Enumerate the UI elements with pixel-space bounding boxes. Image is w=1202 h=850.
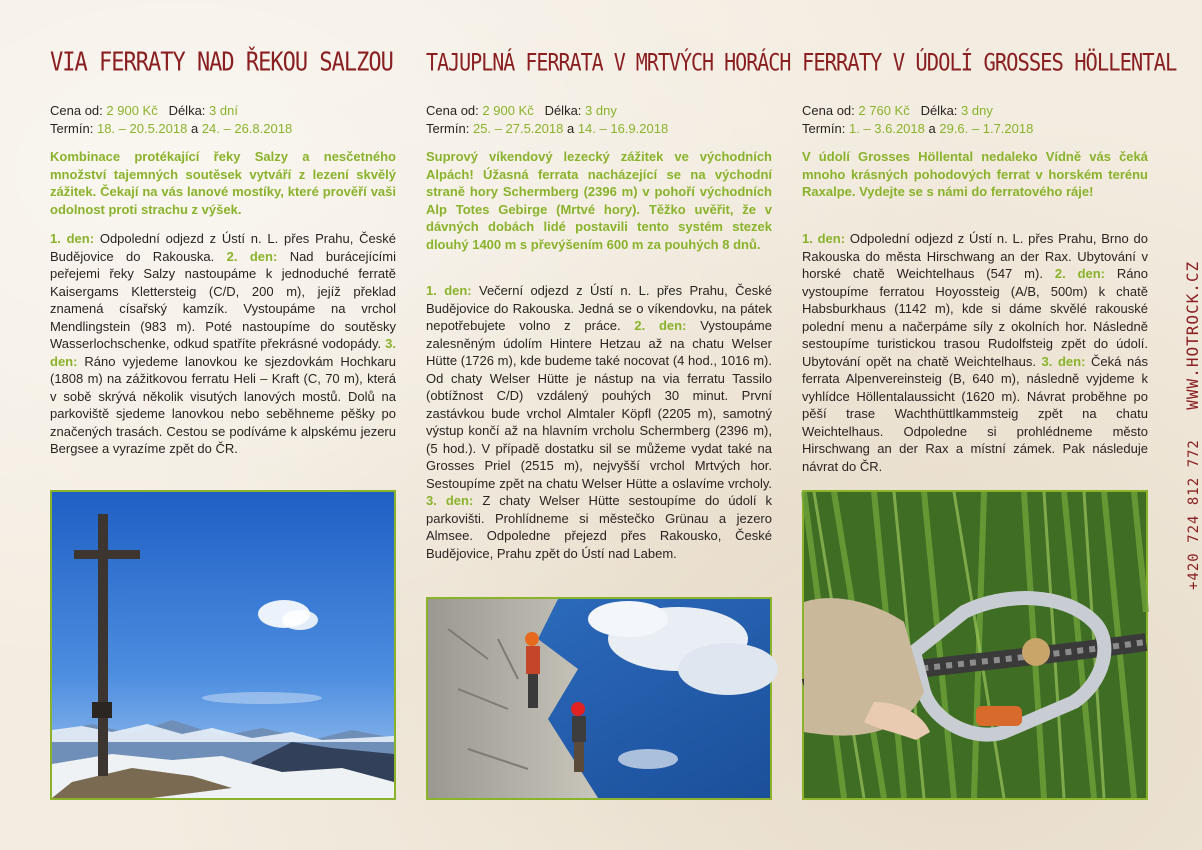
- term-date-2: 24. – 26.8.2018: [201, 121, 293, 136]
- price-label: Cena od:: [50, 103, 103, 118]
- price-value: 2 900 Kč: [106, 103, 158, 118]
- price-value: 2 900 Kč: [482, 103, 534, 118]
- term-and: a: [190, 121, 199, 136]
- day-2-label: 2. den:: [1054, 266, 1106, 281]
- trip-lead: Kombinace protékající řeky Salzy a nesčetného množství tajemných soutěsek vytváří z lezení skvělý zážitek. Čekají na vás lanové mostíky, které prověří vaši odolnost proti strachu z výšek.: [50, 149, 396, 217]
- day-3-label: 3. den:: [426, 493, 474, 508]
- day-3-text: Z chaty Welser Hütte sestoupíme do údolí k parkovišti. Prohlídneme si městečko Grünau a jezero Almsee. Odpoledne přejezd přes Rakousko, České Budějovice, Prahu zpět do Ústí nad Labem.: [426, 493, 772, 561]
- trip-itinerary: [426, 282, 772, 562]
- term-date-2: 29.6. – 1.7.2018: [939, 121, 1034, 136]
- length-value: 3 dní: [209, 103, 238, 118]
- summit-cross-illustration: [52, 492, 394, 798]
- day-2-label: 2. den:: [226, 248, 278, 264]
- term-label: Termín:: [50, 121, 94, 136]
- day-1-label: 1. den:: [426, 283, 472, 298]
- day-3-label: 3. den:: [1041, 353, 1086, 369]
- climbers-illustration: [428, 599, 770, 798]
- term-label: Termín:: [426, 121, 470, 136]
- term-date-1: 25. – 27.5.2018: [472, 121, 564, 136]
- price-label: Cena od:: [426, 103, 479, 118]
- trip-title: TAJUPLNÁ FERRATA V MRTVÝCH HORÁCH: [426, 48, 791, 77]
- photo-summit-cross: [50, 490, 396, 800]
- day-1-label: 1. den:: [802, 231, 846, 246]
- length-label: Délka:: [920, 103, 958, 118]
- day-1-label: 1. den:: [50, 231, 95, 246]
- price-label: Cena od:: [802, 103, 855, 118]
- term-date-1: 1. – 3.6.2018: [848, 121, 925, 136]
- day-2-text: Nad burácejícími peřejemi řeky Salzy nastoupáme k jednoduché ferratě Kaisergams Klettersteig (C/D, 200 m), jejíž překlad znamená císařský kamzík. Vystoupáme na vrchol Mendlingstein (983 m). Poté nastoupíme do soutěsky Wasserlochschenke, odkud spatříte překrásné vodopády.: [50, 248, 396, 351]
- day-1-text: Odpolední odjezd z Ústí n. L. přes Prahu, České Budějovice do Rakouska.: [50, 231, 396, 264]
- phone-number: +420 724 812 772: [1186, 439, 1202, 590]
- length-value: 3 dny: [961, 103, 993, 118]
- website-link[interactable]: WWW.HOTROCK.CZ: [1183, 260, 1202, 410]
- day-1-text: Odpolední odjezd z Ústí n. L. přes Prahu, Brno do Rakouska do města Hirschwang an der Rax. Ubytování v horské chatě Weichtelhaus (547 m).: [802, 231, 1148, 281]
- day-1-text: Večerní odjezd z Ústí n. L. přes Prahu, České Budějovice do Rakouska. Jedná se o víkendovku, na pátek nepotřebujete volno z práce.: [426, 283, 772, 333]
- trip-itinerary: [50, 230, 396, 458]
- day-3-text: Čeká nás ferrata Alpenvereinsteig (B, 640 m), následně vyjdeme k vyhlídce Höllentalaussicht (1620 m). Návrat proběhne po pěší trase Wachthüttlkammsteig zpět na chatu Weichtelhaus. Odpoledne si prohlédneme město Hirschwang an der Rax a místní zámek. Pak následuje návrat do ČR.: [802, 353, 1148, 474]
- carabiner-illustration: [804, 492, 1146, 798]
- day-2-text: Vystoupáme zalesněným údolím Hintere Hetzau až na chatu Welser Hütte (1726 m), kde budeme také nocovat (4 hod., 1016 m). Od chaty Welser Hütte je nástup na via ferratu Tassilo (obtížnost C/D) vzdálený pouhých 30 minut. První zastávkou bude vrchol Almtaler Köpfl (2205 m), samotný výstup končí až na hlavním vrcholu Schermberg (2396 m), (5 hod.). V případě dostatku sil se můžeme vydat také na Grosses Priel (2515 m), nejvyšší vrchol Mrtvých hor. Sestoupíme zpět na chatu Welser Hütte a oslavíme vrcholy.: [426, 318, 772, 491]
- trip-itinerary: [802, 230, 1148, 475]
- term-and: a: [566, 121, 575, 136]
- day-2-label: 2. den:: [634, 318, 687, 333]
- day-3-text: Ráno vyjedeme lanovkou ke sjezdovkám Hochkaru (1808 m) na zážitkovou ferratu Heli – Kraft (C, 70 m), která v sobě skrývá několik visutých lanových mostů. Dolů na parkoviště sjedeme lanovkou nebo seběhneme pěšky po značených trasách. Cestou se podíváme k alpskému jezeru Bergsee a vyrazíme zpět do ČR.: [50, 353, 396, 456]
- photo-carabiner: [802, 490, 1148, 800]
- trip-lead: V údolí Grosses Höllental nedaleko Vídně vás čeká mnoho krásných pohodových ferrat v horském terénu Raxalpe. Vydejte se s námi do ferratového ráje!: [802, 149, 1148, 199]
- term-and: a: [928, 121, 936, 136]
- trip-title: VIA FERRATY NAD ŘEKOU SALZOU: [50, 48, 393, 78]
- trip-title: FERRATY V ÚDOLÍ GROSSES HÖLLENTAL: [802, 48, 1177, 77]
- trip-meta: [50, 102, 396, 138]
- trip-lead: Suprový víkendový lezecký zážitek ve východních Alpách! Úžasná ferrata nacházející se na východní straně hory Schermberg (2396 m) v pohoří východních Alp Totes Gebirge (Mrtvé hory). Těžko uvěřit, že v dávných dobách lidé postavili tento systém stezek dlouhý 1400 m s převýšením 600 m za pouhých 8 dnů.: [426, 149, 772, 252]
- term-date-2: 14. – 16.9.2018: [577, 121, 669, 136]
- term-date-1: 18. – 20.5.2018: [96, 121, 188, 136]
- length-label: Délka:: [544, 103, 582, 118]
- day-2-text: Ráno vystoupíme ferratou Hoyossteig (A/B, 500m) k chatě Habsburkhaus (1142 m), kde si dáme skvělé rakouské polední menu a načerpáme síly z okolních hor. Následně sestoupíme turistickou trasou Rudolfsteig zpět do údolí. Ubytování opět na chatě Weichtelhaus.: [802, 266, 1148, 369]
- price-value: 2 760 Kč: [858, 103, 910, 118]
- length-value: 3 dny: [585, 103, 617, 118]
- length-label: Délka:: [168, 103, 206, 118]
- day-3-label: 3. den:: [50, 336, 396, 369]
- trip-meta: [802, 102, 1148, 138]
- photo-climbers: [426, 597, 772, 800]
- term-label: Termín:: [802, 121, 846, 136]
- trip-meta: [426, 102, 772, 138]
- sidebar-contact: [1183, 261, 1202, 590]
